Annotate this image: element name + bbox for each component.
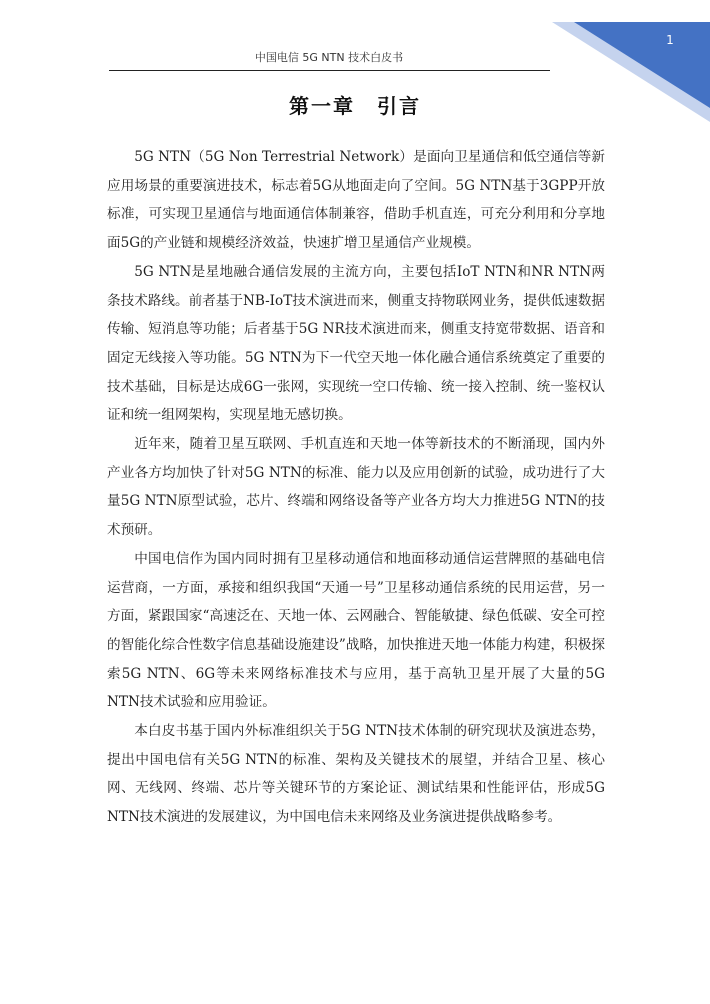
header-rule: [109, 70, 550, 71]
paragraph: 本白皮书基于国内外标准组织关于5G NTN技术体制的研究现状及演进态势，提出中国电信有关5G NTN的标准、架构及关键技术的展望，并结合卫星、核心网、无线网、终端、芯片等关键环节的方案论证、测试结果和性能评估，形成5G NTN技术演进的发展建议，为中国电信未来网络及业务演进提供战略参考。: [107, 723, 605, 826]
paragraph: 近年来，随着卫星互联网、手机直连和天地一体等新技术的不断涌现，国内外产业各方均加快了针对5G NTN的标准、能力以及应用创新的试验，成功进行了大量5G NTN原型试验，芯片、终端和网络设备等产业各方均大力推进5G NTN的技术预研。: [107, 436, 605, 539]
paragraph: 中国电信作为国内同时拥有卫星移动通信和地面移动通信运营牌照的基础电信运营商，一方面，承接和组织我国“天通一号”卫星移动通信系统的民用运营，另一方面，紧跟国家“高速泛在、天地一体、云网融合、智能敏捷、绿色低碳、安全可控的智能化综合性数字信息基础设施建设”战略，加快推进天地一体能力构建，积极探索5G NTN、6G等未来网络标准技术与应用，基于高轨卫星开展了大量的5G NTN技术试验和应用验证。: [107, 550, 605, 711]
chapter-title: 第一章 引言: [289, 94, 421, 118]
running-header: 中国电信 5G NTN 技术白皮书: [254, 51, 404, 64]
page-number: 1: [666, 33, 674, 47]
body-text: [107, 143, 605, 832]
paragraph: 5G NTN是星地融合通信发展的主流方向，主要包括IoT NTN和NR NTN两条技术路线。前者基于NB-IoT技术演进而来，侧重支持物联网业务，提供低速数据传输、短消息等功能；后者基于5G NR技术演进而来，侧重支持宽带数据、语音和固定无线接入等功能。5G NTN为下一代空天地一体化融合通信系统奠定了重要的技术基础，目标是达成6G一张网，实现统一空口传输、统一接入控制、统一鉴权认证和统一组网架构，实现星地无感切换。: [107, 263, 605, 424]
paragraph: 5G NTN（5G Non Terrestrial Network）是面向卫星通信和低空通信等新应用场景的重要演进技术，标志着5G从地面走向了空间。5G NTN基于3GPP开放标准，可实现卫星通信与地面通信体制兼容，借助手机直连，可充分利用和分享地面5G的产业链和规模经济效益，快速扩增卫星通信产业规模。: [107, 149, 605, 252]
